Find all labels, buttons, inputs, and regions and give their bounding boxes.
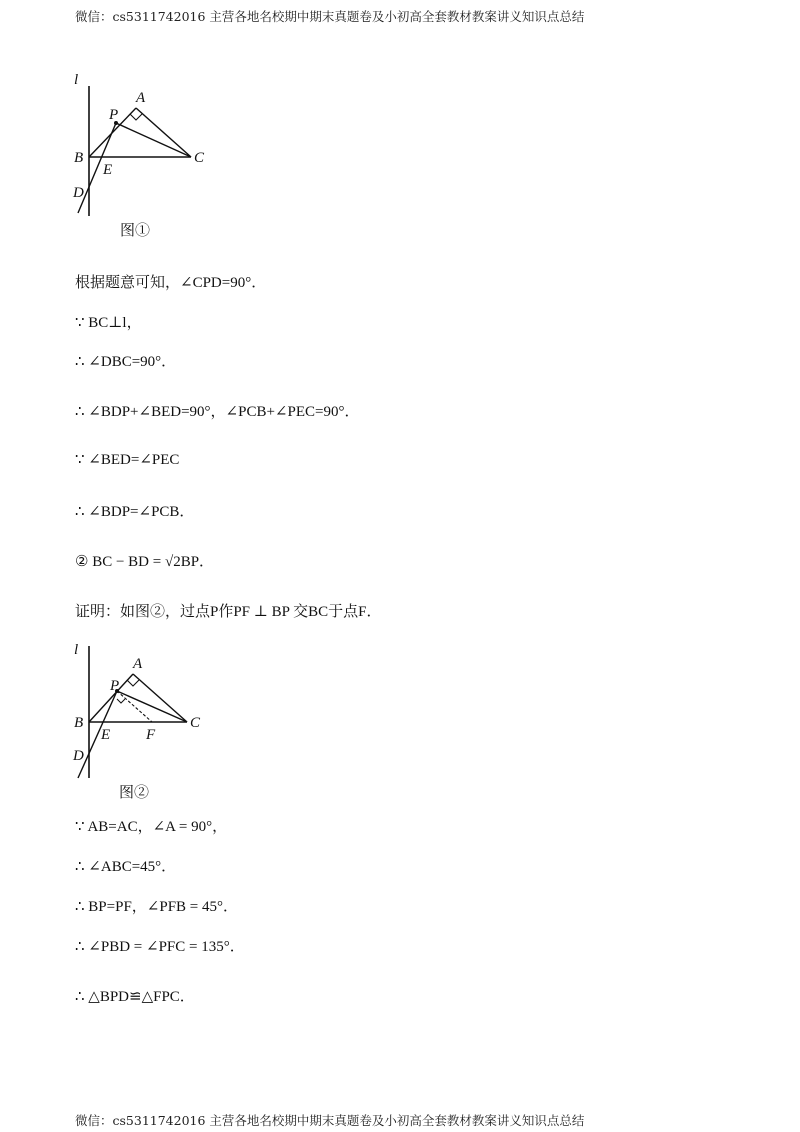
page-header: 微信：cs5311742016 主营各地名校期中期末真题卷及小初高全套教材教案讲义知识点总结 [75, 9, 585, 24]
label-f: F [146, 727, 156, 743]
segment-ac [136, 108, 191, 157]
label-e: E [101, 727, 111, 743]
label-l: l [74, 642, 79, 658]
text-line-13: ∴ △BPD≌△FPC． [75, 989, 195, 1005]
label-p: P [110, 678, 120, 694]
text-line-5: ∵ ∠BED=∠PEC [75, 452, 180, 468]
segment-ac [133, 674, 187, 722]
segment-pf-dashed [117, 691, 152, 722]
figure-2-diagram [70, 630, 230, 805]
label-d: D [73, 748, 84, 764]
label-d: D [73, 185, 84, 201]
label-l: l [74, 72, 79, 88]
text-line-12: ∴ ∠PBD = ∠PFC = 135°． [75, 939, 245, 955]
text-line-7: ② BC − BD = √2BP． [75, 554, 215, 570]
figure-2-caption: 图② [119, 783, 150, 801]
label-a: A [133, 656, 143, 672]
text-line-6: ∴ ∠BDP=∠PCB． [75, 504, 195, 520]
page-footer: 微信：cs5311742016 主营各地名校期中期末真题卷及小初高全套教材教案讲义知识点总结 [75, 1113, 585, 1128]
label-e: E [103, 162, 113, 178]
text-line-11: ∴ BP=PF，∠PFB = 45°． [75, 899, 239, 915]
text-line-3: ∴ ∠DBC=90°． [75, 354, 177, 370]
text-line-4: ∴ ∠BDP+∠BED=90°，∠PCB+∠PEC=90°． [75, 404, 360, 420]
label-c: C [194, 150, 205, 166]
label-b: B [74, 715, 84, 731]
text-line-2: ∵ BC⊥l， [75, 315, 142, 331]
text-line-1: 根据题意可知，∠CPD=90°． [75, 275, 267, 291]
figure-1 [70, 68, 230, 248]
segment-pc [116, 123, 191, 157]
right-angle-mark-p [117, 699, 125, 703]
segment-pc [117, 691, 187, 722]
segment-pd [78, 691, 117, 778]
label-b: B [74, 150, 84, 166]
label-c: C [190, 715, 201, 731]
label-a: A [136, 90, 146, 106]
right-angle-mark [130, 114, 142, 120]
figure-1-caption: 图① [120, 221, 151, 239]
text-line-9: ∵ AB=AC，∠A = 90°， [75, 819, 228, 835]
right-angle-mark-a [127, 680, 139, 686]
figure-2 [70, 630, 230, 810]
figure-1-diagram [70, 68, 230, 243]
label-p: P [109, 107, 119, 123]
text-line-10: ∴ ∠ABC=45°． [75, 859, 177, 875]
text-line-8: 证明：如图②，过点P作PF ⊥ BP 交BC于点F． [75, 604, 382, 620]
